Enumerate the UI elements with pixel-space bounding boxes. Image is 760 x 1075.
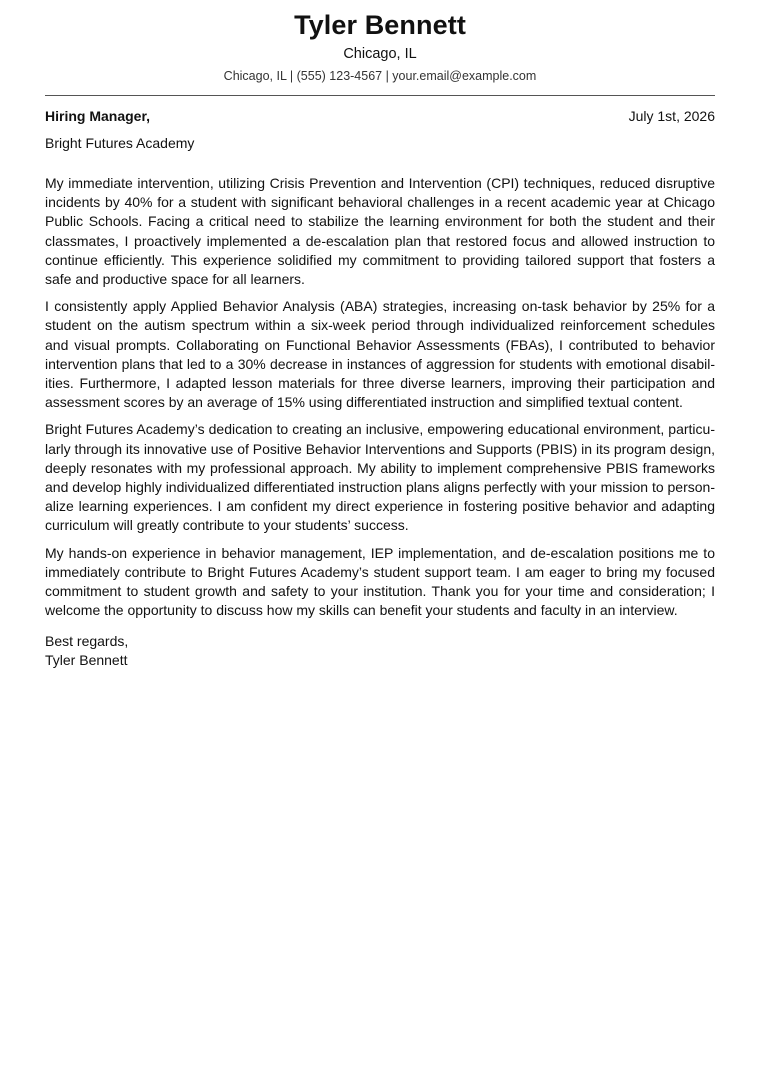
body-paragraph-1: My immediate intervention, utilizing Crisis Prevention and Intervention (CPI) techniques, reduced disruptive incidents by 40% for a student with significant behavioral challenges in a recent academic year at Chicago Public Schools. Facing a critical need to stabilize the learning environment for both the student and their classmates, I proactively implemented a de-escalation plan that restored focus and allowed instruction to continue efficiently. This experience solidified my commitment to providing tailored support that fosters a safe and productive space for all learners. [45, 175, 715, 288]
recipient-salutation: Hiring Manager, [45, 108, 151, 124]
letter-body [45, 174, 715, 620]
signature-name: Tyler Bennett [45, 652, 128, 669]
applicant-location: Chicago, IL [343, 46, 417, 62]
applicant-contact-line: Chicago, IL | (555) 123-4567 | your.email@example.com [223, 69, 537, 83]
body-paragraph-4: My hands-on experience in behavior management, IEP implementation, and de-escalation positions me to immediately contribute to Bright Futures Academy’s student support team. I am eager to bring my focused commitment to student growth and safety to your institution. Thank you for your time and consideration; I welcome the opportunity to discuss how my skills can benefit your students and faculty in an interview. [45, 544, 715, 619]
letter-header [45, 0, 715, 84]
header-divider [45, 95, 715, 96]
body-paragraph-3: Bright Futures Academy’s dedication to creating an inclusive, empowering educational environment, particularly through its innovative use of Positive Behavior Interventions and Supports (PBIS) in its program design, deeply resonates with my professional approach. My ability to implement comprehensive PBIS frameworks and develop highly individualized differentiated instruction plans aligns perfectly with your mission to personalize learning experiences. I am confident my direct experience in fostering positive behavior and adapting curriculum will greatly contribute to your students’ success. [45, 421, 716, 534]
company-name: Bright Futures Academy [45, 135, 195, 151]
letter-closing [45, 632, 715, 670]
closing-phrase: Best regards, [45, 633, 129, 650]
applicant-name: Tyler Bennett [294, 10, 466, 40]
recipient-date-row [45, 107, 715, 125]
body-paragraph-2: I consistently apply Applied Behavior Analysis (ABA) strategies, increasing on-task behavior by 25% for a student on the autism spectrum within a six-week period through individualized reinforcement schedules and visual prompts. Collaborating on Functional Behavior Assessments (FBAs), I contributed to behavior intervention plans that led to a 30% decrease in instances of aggression for students with emotional disabilities. Furthermore, I adapted lesson materials for three diverse learners, improving their participation and assessment scores by an average of 15% using differentiated instruction and simplified textual content. [45, 298, 715, 411]
letter-date: July 1st, 2026 [628, 108, 715, 124]
